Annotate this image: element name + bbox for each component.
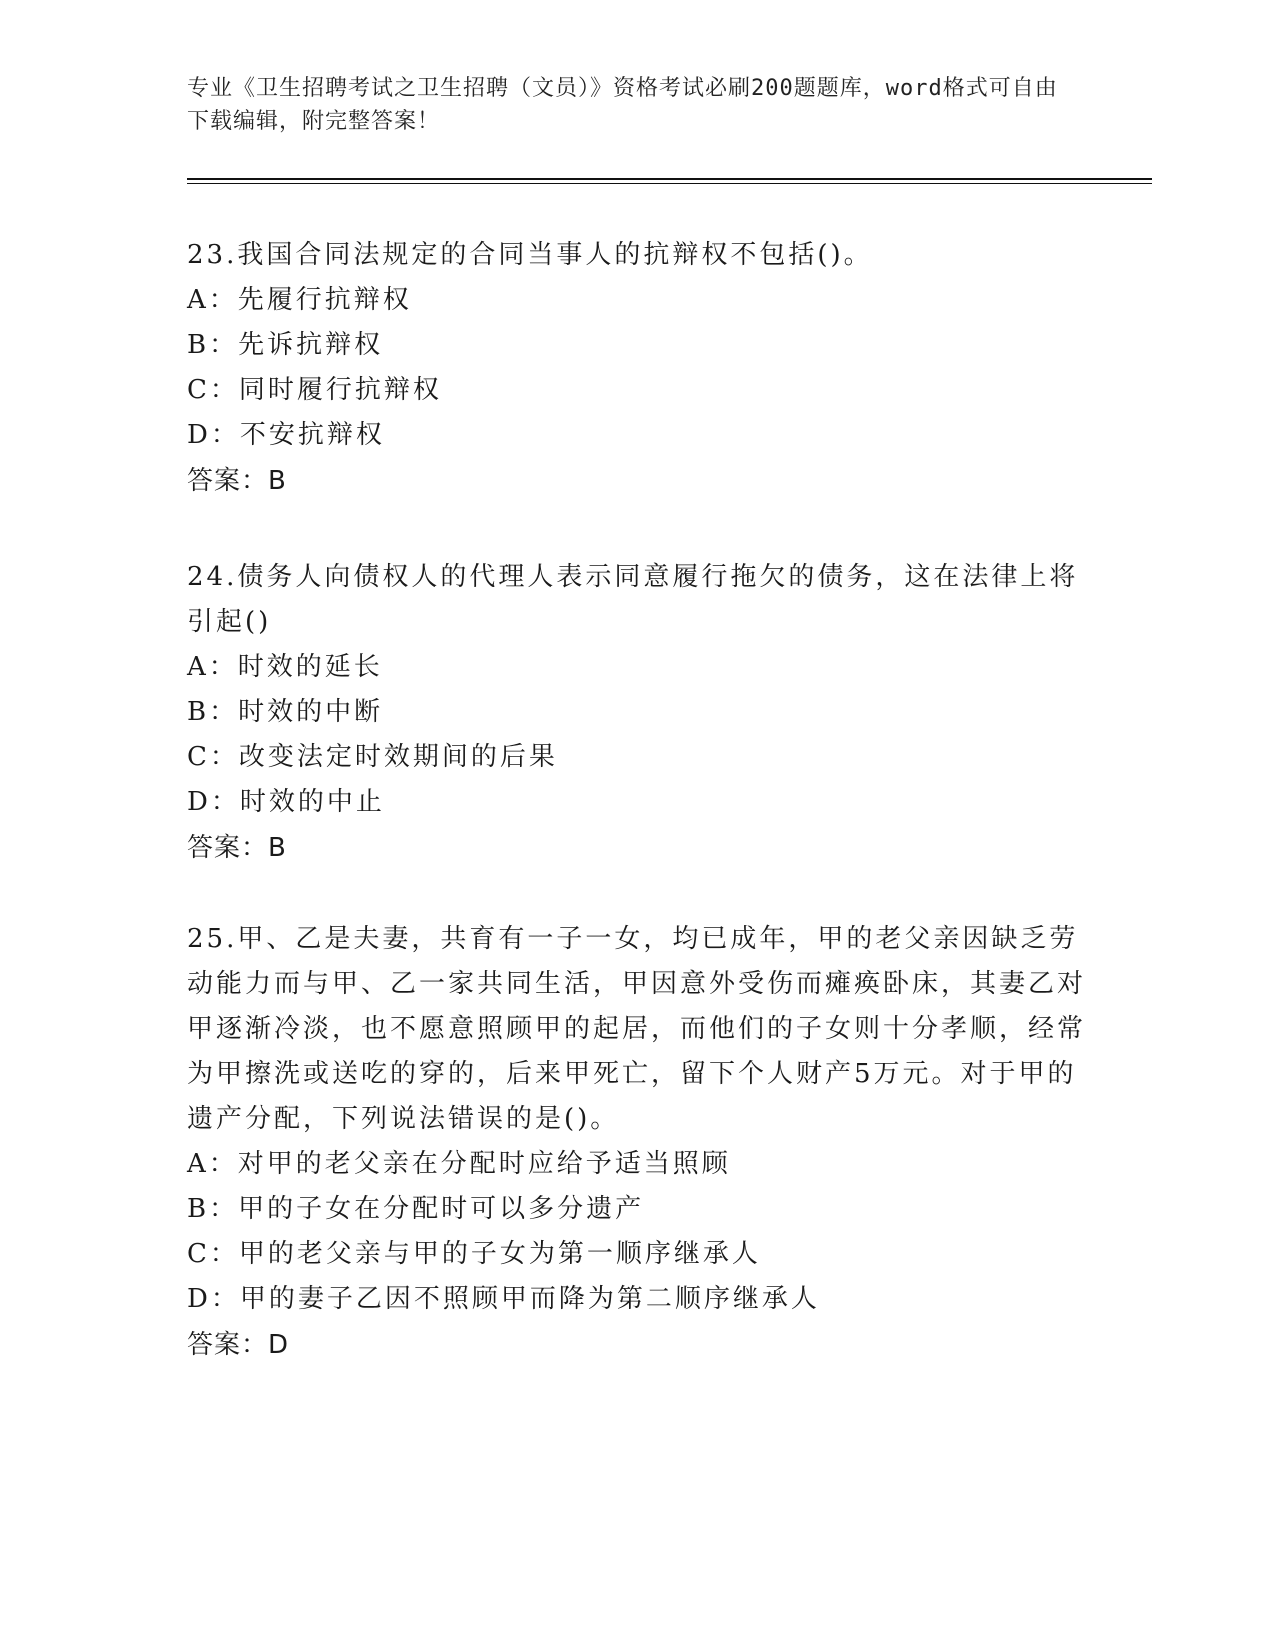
option-b: B：时效的中断 (187, 697, 384, 727)
question-23 (187, 233, 1087, 504)
answer-line: 答案：B (187, 833, 287, 863)
option-a: A：先履行抗辩权 (187, 285, 412, 315)
answer-line: 答案：D (187, 1330, 290, 1360)
option-c: C：同时履行抗辩权 (187, 375, 442, 405)
option-b: B：甲的子女在分配时可以多分遗产 (187, 1194, 645, 1224)
answer-line: 答案：B (187, 466, 287, 496)
question-stem: 24.债务人向债权人的代理人表示同意履行拖欠的债务，这在法律上将引起() (187, 562, 1079, 637)
option-c: C：甲的老父亲与甲的子女为第一顺序继承人 (187, 1239, 761, 1269)
question-25 (187, 917, 1087, 1368)
option-d: D：甲的妻子乙因不照顾甲而降为第二顺序继承人 (187, 1284, 820, 1314)
option-b: B：先诉抗辩权 (187, 330, 384, 360)
option-a: A：对甲的老父亲在分配时应给予适当照顾 (187, 1149, 731, 1179)
option-a: A：时效的延长 (187, 652, 383, 682)
header-divider-thin (187, 183, 1152, 184)
question-stem: 25.甲、乙是夫妻，共育有一子一女，均已成年，甲的老父亲因缺乏劳动能力而与甲、乙一家共同生活，甲因意外受伤而瘫痪卧床，其妻乙对甲逐渐冷淡，也不愿意照顾甲的起居，而他们的子女则十分孝顺，经常为甲擦洗或送吃的穿的，后来甲死亡，留下个人财产5万元。对于甲的遗产分配，下列说法错误的是()。 (187, 924, 1087, 1134)
question-24 (187, 555, 1087, 871)
option-c: C：改变法定时效期间的后果 (187, 742, 558, 772)
option-d: D：时效的中止 (187, 787, 385, 817)
option-d: D：不安抗辩权 (187, 420, 385, 450)
document-header: 专业《卫生招聘考试之卫生招聘（文员）》资格考试必刷200题题库，word格式可自由下载编辑，附完整答案！ (187, 76, 1058, 134)
question-stem: 23.我国合同法规定的合同当事人的抗辩权不包括()。 (187, 240, 873, 270)
header-divider-thick (187, 178, 1152, 180)
